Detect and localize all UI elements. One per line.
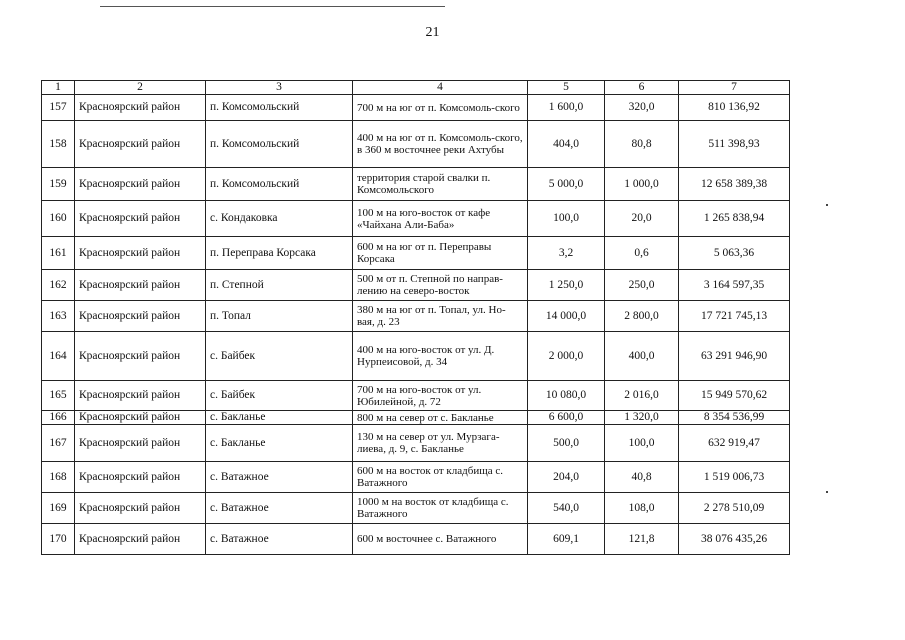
table-cell-settlement: п. Комсомольский <box>206 95 353 121</box>
table-cell-area: 404,0 <box>528 121 605 168</box>
table-cell-location: 600 м на юг от п. Переправы Корсака <box>353 237 528 270</box>
table-cell-area: 5 000,0 <box>528 168 605 201</box>
table-cell-value: 15 949 570,62 <box>679 381 790 411</box>
table-cell-settlement: п. Переправа Корсака <box>206 237 353 270</box>
table-cell-n: 157 <box>42 95 75 121</box>
table-cell-location: 600 м на восток от кладбища с. Ватажного <box>353 462 528 493</box>
table-row <box>42 95 790 121</box>
table-cell-n: 166 <box>42 411 75 425</box>
table-row <box>42 301 790 332</box>
column-header: 5 <box>528 81 605 95</box>
table-cell-settlement: п. Степной <box>206 270 353 301</box>
table-row <box>42 462 790 493</box>
table-cell-district: Красноярский район <box>75 425 206 462</box>
table-row <box>42 411 790 425</box>
table-cell-area: 2 000,0 <box>528 332 605 381</box>
table-cell-share: 1 000,0 <box>605 168 679 201</box>
table-cell-n: 158 <box>42 121 75 168</box>
table-cell-settlement: с. Ватажное <box>206 462 353 493</box>
table-cell-area: 1 600,0 <box>528 95 605 121</box>
table-cell-value: 8 354 536,99 <box>679 411 790 425</box>
table-cell-settlement: с. Байбек <box>206 381 353 411</box>
table-cell-district: Красноярский район <box>75 95 206 121</box>
table-cell-area: 6 600,0 <box>528 411 605 425</box>
page-number: 21 <box>425 25 440 40</box>
table-cell-share: 108,0 <box>605 493 679 524</box>
table-cell-n: 165 <box>42 381 75 411</box>
table-cell-share: 2 800,0 <box>605 301 679 332</box>
table-row <box>42 332 790 381</box>
top-rule <box>100 6 445 7</box>
table-row <box>42 201 790 237</box>
table-cell-district: Красноярский район <box>75 237 206 270</box>
table-cell-n: 167 <box>42 425 75 462</box>
table-cell-value: 5 063,36 <box>679 237 790 270</box>
table-cell-settlement: п. Комсомольский <box>206 121 353 168</box>
scan-speck <box>826 491 828 493</box>
table-row <box>42 168 790 201</box>
table-cell-value: 2 278 510,09 <box>679 493 790 524</box>
table-cell-district: Красноярский район <box>75 462 206 493</box>
table-cell-district: Красноярский район <box>75 411 206 425</box>
table-cell-location: 1000 м на восток от кладбища с. Ватажного <box>353 493 528 524</box>
table-row <box>42 425 790 462</box>
table-cell-settlement: с. Ватажное <box>206 524 353 555</box>
table-cell-share: 1 320,0 <box>605 411 679 425</box>
table-row <box>42 270 790 301</box>
table-cell-n: 163 <box>42 301 75 332</box>
table-cell-share: 400,0 <box>605 332 679 381</box>
table-cell-settlement: с. Бакланье <box>206 411 353 425</box>
table-cell-location: 800 м на север от с. Бакланье <box>353 411 528 425</box>
table-body <box>42 95 790 555</box>
table-cell-area: 14 000,0 <box>528 301 605 332</box>
scan-speck <box>826 204 828 206</box>
table-row <box>42 381 790 411</box>
table-row <box>42 237 790 270</box>
table-cell-share: 320,0 <box>605 95 679 121</box>
header-row <box>42 81 790 95</box>
table-cell-area: 500,0 <box>528 425 605 462</box>
table-cell-district: Красноярский район <box>75 332 206 381</box>
table-cell-location: 700 м на юг от п. Комсомоль-ского <box>353 95 528 121</box>
table-cell-share: 80,8 <box>605 121 679 168</box>
table-cell-area: 1 250,0 <box>528 270 605 301</box>
table-cell-value: 511 398,93 <box>679 121 790 168</box>
table-cell-district: Красноярский район <box>75 301 206 332</box>
table-cell-area: 609,1 <box>528 524 605 555</box>
table-cell-value: 17 721 745,13 <box>679 301 790 332</box>
table-cell-value: 12 658 389,38 <box>679 168 790 201</box>
table-cell-share: 121,8 <box>605 524 679 555</box>
table-cell-value: 63 291 946,90 <box>679 332 790 381</box>
table-cell-location: 380 м на юг от п. Топал, ул. Но-вая, д. 23 <box>353 301 528 332</box>
table-cell-location: 100 м на юго-восток от кафе «Чайхана Али-Баба» <box>353 201 528 237</box>
table-cell-value: 810 136,92 <box>679 95 790 121</box>
table-cell-n: 168 <box>42 462 75 493</box>
table-cell-share: 40,8 <box>605 462 679 493</box>
table-cell-district: Красноярский район <box>75 381 206 411</box>
table-cell-area: 540,0 <box>528 493 605 524</box>
table-cell-location: 600 м восточнее с. Ватажного <box>353 524 528 555</box>
table-cell-value: 1 519 006,73 <box>679 462 790 493</box>
table-cell-location: 400 м на юг от п. Комсомоль-ского, в 360 м восточнее реки Ахтубы <box>353 121 528 168</box>
table-cell-area: 10 080,0 <box>528 381 605 411</box>
table-row <box>42 493 790 524</box>
table-cell-share: 2 016,0 <box>605 381 679 411</box>
table-cell-district: Красноярский район <box>75 121 206 168</box>
table-cell-settlement: с. Байбек <box>206 332 353 381</box>
table-cell-location: 130 м на север от ул. Мурзага-лиева, д. 9, с. Бакланье <box>353 425 528 462</box>
table-cell-n: 160 <box>42 201 75 237</box>
column-header: 1 <box>42 81 75 95</box>
table-cell-value: 38 076 435,26 <box>679 524 790 555</box>
column-header: 4 <box>353 81 528 95</box>
table-cell-area: 3,2 <box>528 237 605 270</box>
table-cell-share: 20,0 <box>605 201 679 237</box>
table-cell-district: Красноярский район <box>75 493 206 524</box>
table-cell-settlement: с. Ватажное <box>206 493 353 524</box>
table-cell-area: 204,0 <box>528 462 605 493</box>
table-cell-settlement: с. Бакланье <box>206 425 353 462</box>
table-cell-settlement: с. Кондаковка <box>206 201 353 237</box>
table-cell-value: 632 919,47 <box>679 425 790 462</box>
table-cell-area: 100,0 <box>528 201 605 237</box>
table-cell-district: Красноярский район <box>75 201 206 237</box>
table-row <box>42 524 790 555</box>
table-cell-value: 3 164 597,35 <box>679 270 790 301</box>
table-cell-location: 700 м на юго-восток от ул. Юбилейной, д. 72 <box>353 381 528 411</box>
table-cell-share: 0,6 <box>605 237 679 270</box>
table-cell-n: 164 <box>42 332 75 381</box>
table-cell-share: 250,0 <box>605 270 679 301</box>
table-cell-location: 500 м от п. Степной по направ-лению на северо-восток <box>353 270 528 301</box>
table-cell-location: 400 м на юго-восток от ул. Д. Нурпеисовой, д. 34 <box>353 332 528 381</box>
column-header: 6 <box>605 81 679 95</box>
table-row <box>42 121 790 168</box>
table-cell-district: Красноярский район <box>75 270 206 301</box>
column-header: 2 <box>75 81 206 95</box>
table-cell-n: 159 <box>42 168 75 201</box>
table-cell-district: Красноярский район <box>75 168 206 201</box>
table-cell-n: 170 <box>42 524 75 555</box>
table-cell-district: Красноярский район <box>75 524 206 555</box>
column-header: 7 <box>679 81 790 95</box>
table-cell-n: 162 <box>42 270 75 301</box>
table-cell-share: 100,0 <box>605 425 679 462</box>
table-cell-location: территория старой свалки п. Комсомольского <box>353 168 528 201</box>
table-cell-n: 169 <box>42 493 75 524</box>
table-cell-settlement: п. Топал <box>206 301 353 332</box>
column-header: 3 <box>206 81 353 95</box>
data-table <box>41 80 790 555</box>
table-cell-n: 161 <box>42 237 75 270</box>
table-cell-settlement: п. Комсомольский <box>206 168 353 201</box>
table-cell-value: 1 265 838,94 <box>679 201 790 237</box>
